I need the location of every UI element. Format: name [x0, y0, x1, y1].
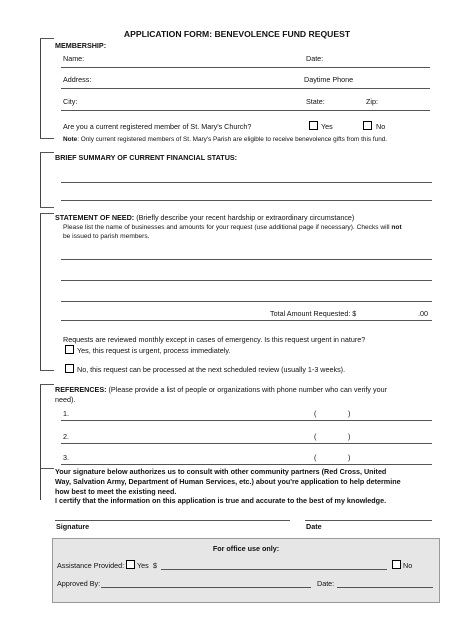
reference-number: 1.: [63, 409, 69, 418]
signature-label: Signature: [56, 522, 90, 531]
references-instr-2: need).: [55, 395, 76, 404]
signature-field[interactable]: [55, 520, 290, 521]
name-label: Name:: [63, 54, 85, 63]
references-heading: REFERENCES:: [55, 385, 107, 394]
total-amount-label: Total Amount Requested: $: [270, 309, 357, 318]
office-heading: For office use only:: [212, 544, 280, 553]
city-label: City:: [63, 97, 78, 106]
member-yes-label: Yes: [321, 122, 333, 131]
phone-paren-open: (: [314, 432, 317, 441]
authorization-line-2: Way, Salvation Army, Department of Human Services, etc.) about you're application to help determine: [55, 477, 401, 486]
reference-number: 2.: [63, 432, 69, 441]
need-instructions-1: [63, 223, 402, 232]
member-yes-checkbox[interactable]: [309, 121, 318, 130]
assistance-yes-checkbox[interactable]: [126, 560, 135, 569]
office-use-box: [52, 538, 440, 603]
total-amount-field[interactable]: [61, 320, 432, 321]
phone-paren-open: (: [314, 409, 317, 418]
financial-line-1[interactable]: [61, 182, 432, 183]
assistance-no-label: No: [403, 561, 413, 570]
state-label: State:: [306, 97, 325, 106]
need-line-3[interactable]: [61, 301, 432, 302]
reference-line-1[interactable]: [61, 420, 432, 421]
assistance-amount-field[interactable]: [161, 569, 387, 570]
assistance-label: Assistance Provided:: [57, 561, 125, 570]
approved-by-label: Approved By:: [57, 579, 101, 588]
bracket-top: [40, 152, 54, 153]
member-no-label: No: [376, 122, 386, 131]
phone-paren-close: ): [348, 453, 351, 462]
section-bracket: [40, 152, 41, 207]
approved-by-field[interactable]: [101, 587, 311, 588]
total-amount-cents: .00: [418, 309, 428, 318]
address-label: Address:: [63, 75, 92, 84]
reference-number: 3.: [63, 453, 69, 462]
assistance-no-checkbox[interactable]: [392, 560, 401, 569]
need-heading-row: [55, 213, 354, 222]
reference-line-2[interactable]: [61, 443, 432, 444]
bracket-top: [40, 213, 54, 214]
office-date-field[interactable]: [337, 587, 433, 588]
need-instructions-2: be issued to parish members.: [63, 233, 150, 240]
reference-line-3[interactable]: [61, 464, 432, 465]
need-line-1[interactable]: [61, 259, 432, 260]
date-label: Date:: [306, 54, 324, 63]
need-instr-text: Please list the name of businesses and amounts for your request (use additional page if necessary). Checks will: [63, 224, 392, 231]
assistance-yes-label: Yes: [137, 561, 149, 570]
signature-date-field[interactable]: [305, 520, 432, 521]
phone-paren-open: (: [314, 453, 317, 462]
office-date-label: Date:: [317, 579, 335, 588]
address-field[interactable]: [61, 88, 430, 89]
bracket-top: [40, 38, 54, 39]
urgent-yes-label: Yes, this request is urgent, process immediately.: [77, 346, 231, 355]
phone-paren-close: ): [348, 409, 351, 418]
review-question: Requests are reviewed monthly except in cases of emergency. Is this request urgent in nature?: [63, 335, 366, 344]
authorization-line-3: how best to meet the existing need.: [55, 487, 177, 496]
membership-question: Are you a current registered member of St. Mary's Church?: [63, 122, 252, 131]
need-instr-not: not: [391, 224, 402, 231]
daytime-phone-label: Daytime Phone: [304, 75, 354, 84]
form-title: APPLICATION FORM: BENEVOLENCE FUND REQUEST: [123, 29, 351, 39]
city-field[interactable]: [61, 110, 430, 111]
financial-line-2[interactable]: [61, 200, 432, 201]
authorization-line-1: Your signature below authorizes us to consult with other community partners (Red Cross, United: [55, 467, 387, 476]
zip-label: Zip:: [366, 97, 378, 106]
bracket-bottom: [40, 207, 54, 208]
urgent-no-checkbox[interactable]: [65, 364, 74, 373]
member-no-checkbox[interactable]: [363, 121, 372, 130]
bracket-bottom: [40, 468, 54, 469]
section-bracket: [40, 38, 41, 138]
need-heading-note: (Briefly describe your recent hardship or extraordinary circumstance): [134, 213, 355, 222]
note-text: : Only current registered members of St. Mary's Parish are eligible to receive benevolence gifts from this fund.: [77, 136, 388, 143]
membership-heading: MEMBERSHIP:: [55, 41, 107, 50]
signature-date-label: Date: [306, 522, 322, 531]
bracket-bottom: [40, 138, 54, 139]
section-bracket: [40, 384, 41, 468]
references-instr: (Please provide a list of people or organizations with phone number who can verify your: [106, 385, 387, 394]
section-bracket: [40, 213, 41, 370]
note-label: Note: [63, 136, 78, 143]
section-bracket: [40, 468, 41, 500]
bracket-top: [40, 384, 54, 385]
assistance-dollar: $: [153, 561, 157, 570]
name-field[interactable]: [61, 67, 430, 68]
need-line-2[interactable]: [61, 280, 432, 281]
references-heading-row: [55, 385, 387, 394]
urgent-no-label: No, this request can be processed at the next scheduled review (usually 1-3 weeks).: [77, 365, 346, 374]
authorization-line-4: I certify that the information on this application is true and accurate to the best of my knowledge.: [55, 496, 387, 505]
urgent-yes-checkbox[interactable]: [65, 345, 74, 354]
phone-paren-close: ): [348, 432, 351, 441]
need-heading: STATEMENT OF NEED:: [55, 213, 135, 222]
membership-note: [63, 135, 387, 144]
bracket-bottom: [40, 370, 54, 371]
financial-heading: BRIEF SUMMARY OF CURRENT FINANCIAL STATUS:: [55, 153, 238, 162]
